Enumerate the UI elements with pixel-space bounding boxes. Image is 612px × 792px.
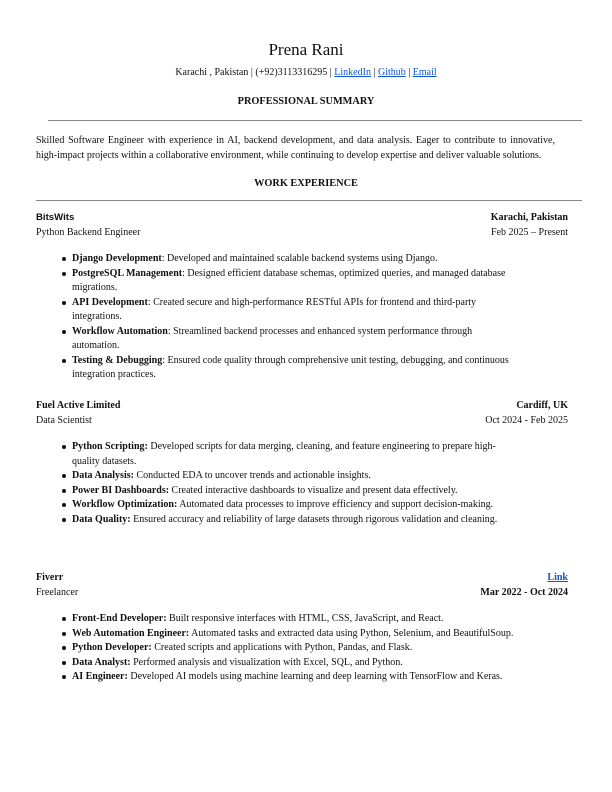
company-name: Fiverr (36, 572, 64, 583)
bullet-text: Created interactive dashboards to visualize and present data effectively. (169, 484, 458, 496)
bullet-text: : Streamlined backend processes and enhanced system performance through automation. (72, 325, 473, 351)
list-item (72, 252, 517, 267)
job-bullets (36, 252, 517, 383)
summary-heading: PROFESSIONAL SUMMARY (237, 96, 375, 107)
company-link[interactable]: Link (547, 572, 568, 583)
list-item (72, 325, 517, 354)
list-item (72, 469, 517, 484)
bullet-text: : Designed efficient database schemas, optimized queries, and managed database migrations. (72, 267, 506, 293)
company-name: BitsWits (36, 212, 75, 223)
job-role: Data Scientist (36, 415, 92, 426)
job-entry (36, 398, 568, 527)
bullet-title: API Development (72, 296, 148, 308)
bullet-title: Data Analyst: (72, 656, 131, 668)
list-item (72, 440, 517, 469)
list-item (72, 354, 517, 383)
email-link[interactable]: Email (412, 67, 437, 78)
bullet-text: : Created secure and high-performance RESTful APIs for frontend and third-party integrations. (72, 296, 477, 322)
job-dates: Mar 2022 - Oct 2024 (480, 587, 568, 598)
separator: | (408, 67, 411, 78)
list-item (72, 296, 517, 325)
bullet-text: Built responsive interfaces with HTML, CSS, JavaScript, and React. (166, 613, 444, 624)
bullet-title: Python Scripting: (72, 441, 148, 452)
summary-text: Skilled Software Engineer with experience in AI, backend development, and data analysis. Eager to contribute to innovative, high-impact projects within a collaborative environment, while continuing to develop expertise and deliver valuable solutions. (36, 135, 555, 161)
list-item (72, 612, 517, 627)
bullet-title: Data Analysis: (72, 470, 134, 481)
work-heading: WORK EXPERIENCE (254, 178, 358, 189)
location-phone: Karachi , Pakistan | (+92)3113316295 | (175, 67, 332, 78)
bullet-title: Workflow Automation (72, 325, 168, 337)
list-item (72, 484, 517, 499)
job-entry (36, 570, 568, 685)
bullet-text: Automated tasks and extracted data using Python, Selenium, and BeautifulSoup. (189, 627, 514, 639)
bullet-text: : Developed and maintained scalable backend systems using Django. (161, 253, 438, 264)
contact-line (0, 67, 612, 78)
job-bullets (36, 440, 517, 527)
bullet-title: PostgreSQL Management (72, 267, 183, 279)
bullet-title: AI Engineer: (72, 671, 128, 682)
job-location: Cardiff, UK (516, 400, 568, 411)
bullet-text: Developed scripts for data merging, cleaning, and feature engineering to prepare high-quality datasets. (72, 441, 496, 467)
list-item (72, 513, 517, 528)
list-item (72, 670, 517, 685)
bullet-title: Testing & Debugging (72, 354, 163, 366)
list-item (72, 627, 517, 642)
bullet-text: Conducted EDA to uncover trends and actionable insights. (133, 470, 371, 481)
bullet-text: Performed analysis and visualization with Excel, SQL, and Python. (130, 656, 403, 668)
company-name: Fuel Active Limited (36, 400, 121, 411)
github-link[interactable]: Github (377, 67, 406, 78)
bullet-title: Python Developer: (72, 642, 152, 653)
bullet-text: Created scripts and applications with Python, Pandas, and Flask. (151, 642, 413, 653)
separator: | (373, 67, 376, 78)
job-role: Python Backend Engineer (36, 227, 141, 238)
bullet-title: Front-End Developer: (72, 613, 167, 624)
list-item (72, 656, 517, 671)
bullet-text: Ensured accuracy and reliability of large datasets through rigorous validation and cleaning. (130, 513, 498, 525)
divider (48, 120, 582, 121)
list-item (72, 641, 517, 656)
linkedin-link[interactable]: LinkedIn (334, 67, 371, 78)
job-location: Karachi, Pakistan (490, 212, 568, 223)
list-item (72, 267, 517, 296)
bullet-title: Web Automation Engineer: (72, 627, 190, 639)
bullet-text: Automated data processes to improve efficiency and support decision-making. (177, 499, 494, 510)
bullet-title: Django Development (72, 253, 162, 264)
list-item (72, 498, 517, 513)
job-bullets (36, 612, 517, 685)
divider (36, 200, 582, 201)
job-entry (36, 210, 568, 383)
bullet-title: Data Quality: (72, 513, 131, 525)
bullet-text: Developed AI models using machine learning and deep learning with TensorFlow and Keras. (127, 671, 503, 682)
bullet-text: : Ensured code quality through comprehensive unit testing, debugging, and continuous integration practices. (72, 354, 509, 380)
job-dates: Oct 2024 - Feb 2025 (485, 415, 568, 426)
bullet-title: Workflow Optimization: (72, 499, 178, 510)
job-dates: Feb 2025 – Present (491, 227, 568, 238)
bullet-title: Power BI Dashboards: (72, 484, 170, 496)
job-role: Freelancer (36, 587, 79, 598)
candidate-name: Prena Rani (268, 40, 344, 59)
